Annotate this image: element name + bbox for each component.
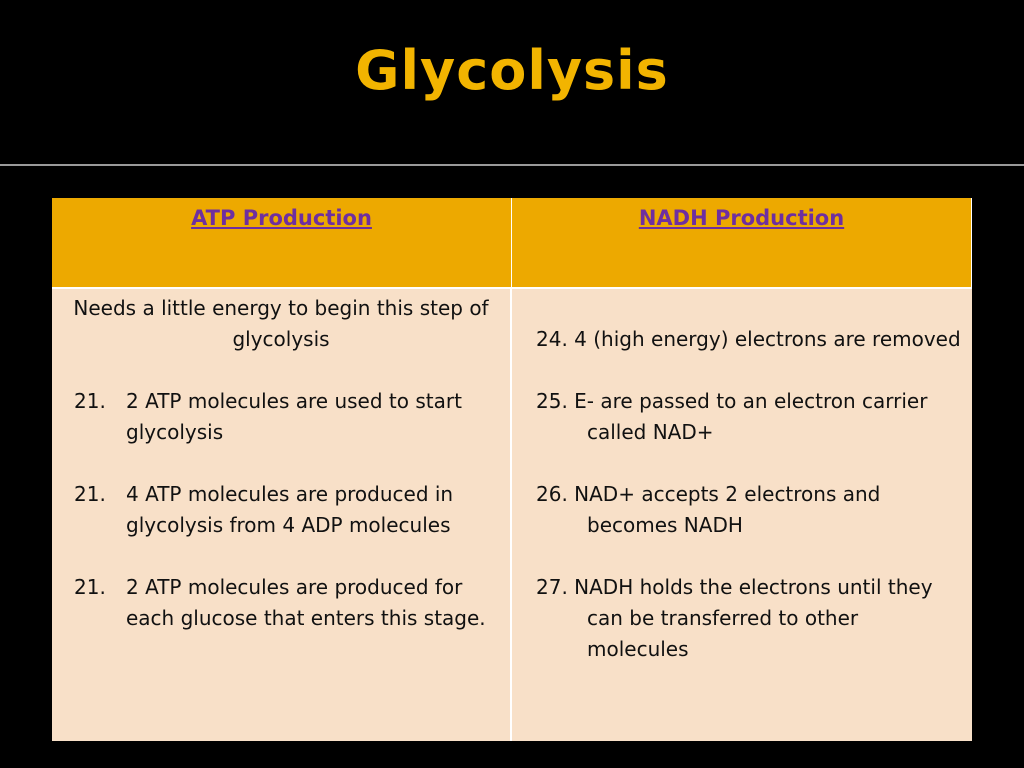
list-item: 26. NAD+ accepts 2 electrons and becomes NADH bbox=[536, 482, 881, 537]
atp-intro: Needs a little energy to begin this step of glycolysis bbox=[73, 296, 489, 351]
atp-cell bbox=[52, 289, 512, 741]
list-item-text: 2 ATP molecules are produced for each glucose that enters this stage. bbox=[126, 575, 486, 630]
list-item bbox=[62, 386, 500, 448]
list-item: 24. 4 (high energy) electrons are removed bbox=[536, 327, 961, 351]
list-item: 27. NADH holds the electrons until they can be transferred to other molecules bbox=[536, 575, 933, 661]
nadh-cell bbox=[512, 289, 972, 741]
title-divider bbox=[0, 164, 1024, 166]
list-item-number: 21. bbox=[74, 389, 106, 413]
list-item-number: 21. bbox=[74, 482, 106, 506]
production-table bbox=[52, 198, 972, 741]
list-item: 25. E- are passed to an electron carrier called NAD+ bbox=[536, 389, 928, 444]
header-atp-production-link[interactable]: ATP Production bbox=[191, 206, 372, 230]
slide-title: Glycolysis bbox=[355, 38, 669, 102]
header-cell-nadh bbox=[512, 198, 972, 289]
title-band bbox=[0, 0, 1024, 160]
header-nadh-production-link[interactable]: NADH Production bbox=[638, 206, 845, 230]
list-item bbox=[62, 479, 500, 541]
list-item-text: 2 ATP molecules are used to start glycolysis bbox=[126, 389, 462, 444]
list-item bbox=[62, 572, 500, 634]
list-item-text: 4 ATP molecules are produced in glycolysis from 4 ADP molecules bbox=[126, 482, 454, 537]
header-cell-atp bbox=[52, 198, 512, 289]
list-item-number: 21. bbox=[74, 575, 106, 599]
